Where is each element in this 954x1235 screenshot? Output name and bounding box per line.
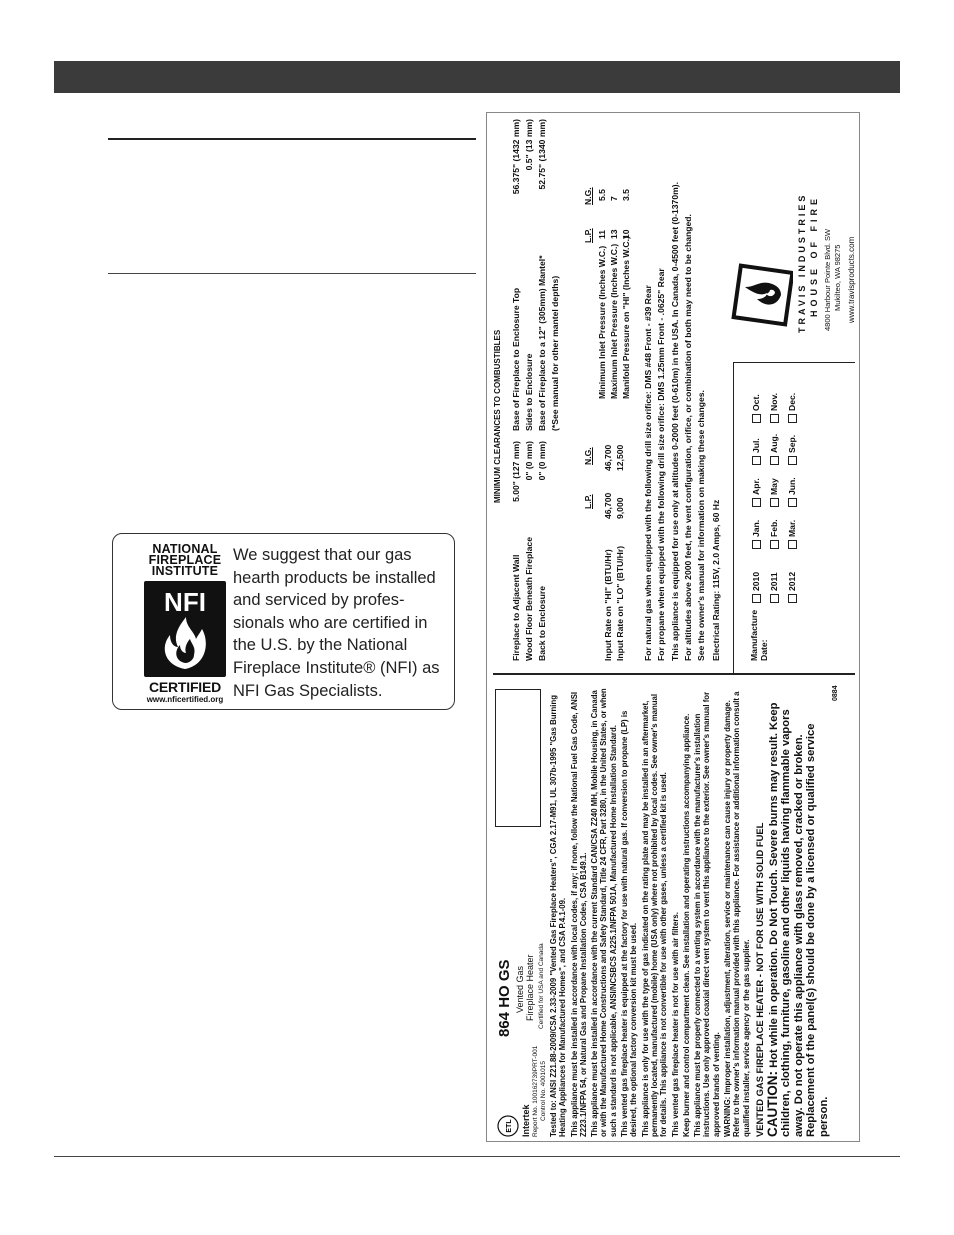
clearance-right-value: 0.5" (13 mm) — [524, 119, 534, 171]
month-label: May — [769, 478, 779, 495]
month-checkbox[interactable] — [787, 520, 797, 549]
clearance-left-label: Wood Floor Beneath Fireplace — [524, 537, 534, 661]
nfi-logo-title — [133, 544, 237, 577]
nfi-logo-line: INSTITUTE — [151, 564, 219, 578]
checkbox[interactable] — [752, 498, 761, 507]
electrical-rating: Electrical Rating: 115V, 2.0 Amps, 60 Hz — [711, 499, 721, 661]
year-label: 2011 — [769, 572, 779, 591]
clearance-right-value: 56.375" (1432 mm) — [511, 119, 521, 195]
month-label: Oct. — [751, 394, 761, 411]
pressure-lp: 11 — [597, 229, 607, 239]
input-rate-label: Input Rate on "HI" (BTU/Hr) — [603, 549, 613, 661]
checkbox[interactable] — [770, 414, 779, 423]
manufacture-divider — [733, 363, 734, 673]
conversion-text: This vented gas fireplace heater is equipped at the factory for use with natural gas. If conversion to propane (LP) is desired, the optional factory conversion kit must be used. — [620, 710, 639, 1137]
clearances-title: MINIMUM CLEARANCES TO COMBUSTIBLES — [493, 329, 502, 503]
lp-header: L.P. — [583, 494, 593, 509]
month-checkbox[interactable] — [751, 520, 761, 549]
input-rate-label: Input Rate on "LO" (BTU/Hr) — [615, 545, 625, 661]
flame-icon — [144, 581, 226, 677]
altitude-change-text: For altitudes above 2000 feet, the vent configuration, orifice, or combination of both may need to be changed. — [683, 214, 693, 661]
vented-notice: VENTED GAS FIREPLACE HEATER - NOT FOR USE WITH SOLID FUEL — [753, 822, 765, 1137]
footer-divider — [54, 1156, 900, 1157]
brand-address-line1: 4800 Harbour Pointe Blvd. SW — [823, 228, 832, 331]
input-rate-lp: 9,000 — [615, 497, 625, 519]
air-filter-text: This vented gas fireplace heater is not for use with air filters. — [670, 912, 680, 1137]
year-label: 2010 — [751, 571, 761, 591]
gas-type-text: This appliance is only for use with the type of gas indicated on the rating plate and may be installed in an aftermarket, permanently located, manufactured (mobile) home (USA only) where not prohibited by local codes. See owner's manual for details. This appliance is not convertible for use with other gases, unless a certified kit is used. — [640, 693, 669, 1137]
month-checkbox[interactable] — [787, 477, 797, 507]
ng-header: N.G. — [583, 187, 593, 205]
manufacture-date-label: Date: — [759, 639, 769, 661]
orifice-lp-text: For propane when equipped with the following drill size orifice: DMS 1.25mm Front - .0625" Rear — [656, 268, 666, 661]
keep-clean-text: Keep burner and control compartment clean. See installation and operating instructions accompanying appliance. — [681, 713, 691, 1137]
install-codes-text: This appliance must be installed in accordance with local codes, if any; if none, follow the National Fuel Gas Code, ANSI Z223.1/NFPA 54, or Natural Gas and Propane Installation Codes, CSA B149.1. — [569, 691, 588, 1137]
month-label: Aug. — [769, 433, 779, 453]
month-checkbox[interactable] — [769, 519, 779, 549]
year-checkbox-2010[interactable] — [751, 572, 761, 603]
brand-name: TRAVIS INDUSTRIES — [797, 192, 807, 333]
clearance-right-value: 52.75" (1340 mm) — [537, 119, 547, 190]
pressure-lp: 13 — [609, 229, 619, 239]
ng-header: N.G. — [583, 447, 593, 465]
pressure-ng: 7 — [609, 196, 619, 201]
pressure-lp: 10 — [621, 229, 631, 239]
caution-block — [764, 687, 830, 1137]
clearance-right-label: Sides to Enclosure — [524, 353, 534, 431]
nfi-certified-text: CERTIFIED — [148, 679, 222, 695]
serial-number-box — [495, 689, 541, 827]
month-checkbox[interactable] — [769, 478, 779, 507]
month-checkbox[interactable] — [769, 393, 779, 423]
orifice-ng-text: For natural gas when equipped with the following drill size orifice: DMS #48 Front - #39 Rear — [643, 285, 653, 661]
pressure-ng: 3.5 — [621, 189, 631, 201]
checkbox[interactable] — [788, 540, 797, 549]
nfi-logo-line: FIREPLACE — [148, 553, 222, 567]
product-type-line1: Vented Gas — [515, 965, 525, 1013]
tested-to-text: Tested to: ANSI Z21.88-2009/CSA 2.33-2009 "Vented Gas Fireplace Heaters", CGA 2.17-M91, UL 307b-1995 "Gas Burning Heating Appliances for Manufactured Homes", and CSA P.4.1-09. — [549, 695, 568, 1137]
month-label: Jul. — [751, 438, 761, 453]
pressure-label: Manifold Pressure on "HI" (Inches W.C.) — [621, 236, 631, 399]
month-label: Sep. — [787, 434, 797, 453]
month-label: Dec. — [787, 392, 797, 411]
brand-tagline: HOUSE OF FIRE — [809, 194, 819, 317]
month-label: Apr. — [751, 478, 761, 495]
checkbox[interactable] — [752, 594, 761, 603]
checkbox[interactable] — [752, 540, 761, 549]
month-label: Jun. — [787, 477, 797, 495]
month-label: Nov. — [769, 393, 779, 411]
checkbox[interactable] — [788, 414, 797, 423]
month-checkbox[interactable] — [751, 438, 761, 465]
month-checkbox[interactable] — [787, 393, 797, 423]
column-divider — [493, 674, 855, 676]
year-label: 2012 — [787, 571, 797, 591]
caution-text: Hot while in operation. Do Not Touch. Severe burns may result. Keep children, clothing, furniture, gasoline and other liquids having flammable vapors away. Do not operate this appliance with glass removed, cracked or broken. Replacement of the panel(s) should be done by a licensed or qualified service person. — [767, 702, 830, 1137]
input-rate-ng: 46,700 — [603, 444, 613, 471]
warning-text: WARNING: Improper installation, adjustment, alteration, service or maintenance can cause injury or property damage. Refer to the owner's information manual provided with this appliance. For assistance or additional information consult a qualified installer, service agency or the gas supplier. — [723, 691, 751, 1137]
manufactured-home-text: This appliance must be installed in accordance with the current Standard CAN/CSA Z240 MH, Mobile Housing, in Canada or with the Manufactured Home Constructions and Safety Standard, Title 24 CFR, Part 3280, in the United States, or when such a standard is not applicable, ANSI/NCSBCS A225.1/NFPA 501A, Manufactured Home Installation Standard. — [590, 688, 618, 1137]
checkbox[interactable] — [770, 456, 779, 465]
etl-mark-icon — [497, 1115, 519, 1137]
label-paragraphs — [549, 687, 830, 1137]
altitude-text: This appliance is equipped for use only at altitudes 0-2000 feet (0-610m) in the USA. In Canada, 0-4500 feet (0-1370m). — [670, 181, 680, 661]
nfi-flame-emblem — [144, 581, 226, 677]
control-number: Control No. 4001015 — [540, 1061, 547, 1121]
brand-website: www.travisproducts.com — [847, 236, 856, 323]
month-checkbox[interactable] — [751, 394, 761, 423]
checkbox[interactable] — [752, 414, 761, 423]
clearance-left-value: 0" (0 mm) — [524, 441, 534, 481]
checkbox[interactable] — [770, 540, 779, 549]
label-left-column — [491, 682, 853, 1137]
checkbox[interactable] — [770, 594, 779, 603]
svg-text:ETL: ETL — [506, 1119, 513, 1133]
label-code: 0884 — [832, 685, 839, 701]
top-divider — [108, 138, 476, 140]
clearance-left-label: Back to Enclosure — [537, 586, 547, 661]
year-checkbox-2011[interactable] — [769, 572, 779, 603]
checkbox[interactable] — [770, 498, 779, 507]
report-number: Report No. 100162739PRT-001 — [532, 1045, 539, 1137]
nfi-logo-mark: NFI — [164, 587, 206, 617]
checkbox[interactable] — [788, 498, 797, 507]
venting-text: This appliance must be properly connected to a venting system in accordance with the manufacturer's installation instructions. Use only approved coaxial direct vent system to vent this appliance to the exterior. See owner's manual for approved brands of venting. — [693, 691, 721, 1137]
month-checkbox[interactable] — [769, 434, 779, 465]
input-rate-lp: 46,700 — [603, 492, 613, 519]
month-label: Mar. — [787, 519, 797, 537]
clearance-right-note: (*See manual for other mantel depths) — [550, 275, 560, 431]
brand-address-line2: Mukilteo, WA 98275 — [833, 244, 842, 311]
pressure-label: Maximum Inlet Pressure (Inches W.C.) — [609, 243, 619, 399]
owners-manual-text: See the owner's manual for information on making these changes. — [696, 390, 706, 661]
travis-flame-logo-icon — [731, 247, 793, 327]
brand-divider — [733, 362, 855, 363]
certification-region: Certified for USA and Canada — [538, 943, 545, 1029]
intertek-label: Intertek — [521, 1104, 531, 1137]
header-bar — [54, 61, 900, 93]
rating-label-content — [487, 113, 860, 1142]
clearance-right-label: Base of Fireplace to Enclosure Top — [511, 287, 521, 431]
nfi-suggestion-text: We suggest that our gas hearth products be installed and serviced by profes-sionals who are certified in the U.S. by the National Fireplace Institute® (NFI) as NFI Gas Specialists. — [233, 546, 440, 700]
checkbox[interactable] — [788, 594, 797, 603]
clearance-left-value: 5.00" (127 mm) — [511, 441, 521, 502]
clearance-left-label: Fireplace to Adjacent Wall — [511, 554, 521, 661]
checkbox[interactable] — [752, 456, 761, 465]
section-divider — [108, 273, 476, 274]
pressure-label: Minimum Inlet Pressure (Inches W.C.) — [597, 245, 607, 399]
nfi-logo-line: NATIONAL — [152, 542, 218, 556]
input-rate-ng: 12,500 — [615, 444, 625, 471]
month-checkbox[interactable] — [751, 478, 761, 507]
caution-title: CAUTION: — [764, 1071, 780, 1137]
checkbox[interactable] — [788, 456, 797, 465]
year-checkbox-2012[interactable] — [787, 572, 797, 603]
nfi-logo — [133, 544, 237, 704]
manufacture-label: Manufacture — [749, 609, 759, 661]
month-checkbox[interactable] — [787, 435, 797, 465]
clearance-right-label: Base of Fireplace to a 12" (305mm) Mantel* — [537, 255, 547, 431]
nfi-url: www.nficertified.org — [146, 695, 224, 704]
model-number: 864 HO GS — [496, 959, 513, 1037]
pressure-ng: 5.5 — [597, 189, 607, 201]
nfi-notice-box — [112, 533, 455, 710]
product-type-line2: Fireplace Heater — [525, 954, 535, 1021]
clearance-left-value: 0" (0 mm) — [537, 441, 547, 481]
rating-label — [486, 112, 860, 1142]
lp-header: L.P. — [583, 228, 593, 243]
month-label: Jan. — [751, 519, 761, 537]
month-label: Feb. — [769, 519, 779, 537]
